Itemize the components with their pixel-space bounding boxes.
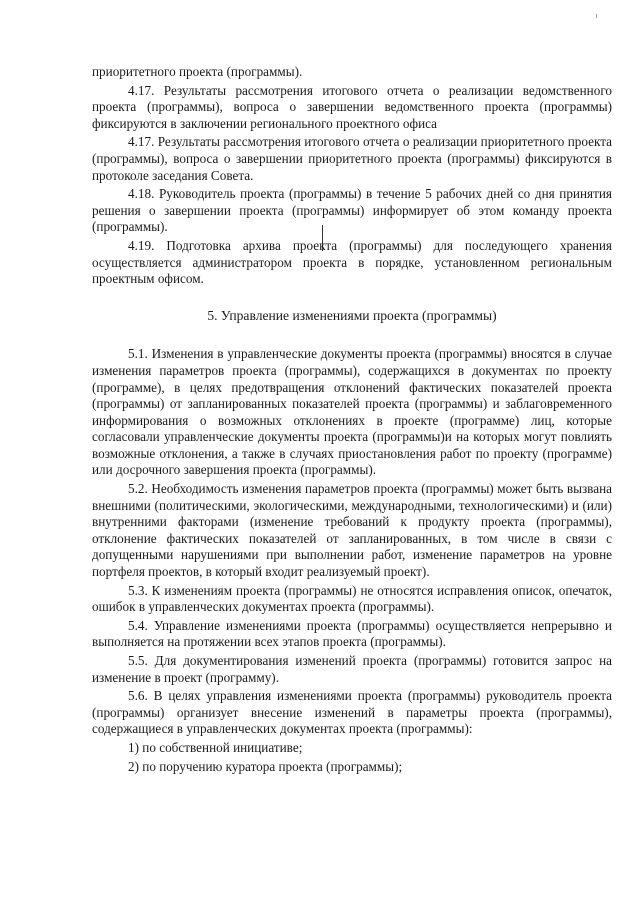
paragraph-5-5: 5.5. Для документирования изменений проекта (программы) готовится запрос на изменение в проект (программу).	[92, 653, 612, 685]
paragraph-4-17-priority: 4.17. Результаты рассмотрения итогового отчета о реализации приоритетного проекта (программы), вопроса о завершении приоритетного проекта (программы) фиксируются в протоколе заседания Совета.	[92, 134, 612, 183]
paragraph-5-3: 5.3. К изменениям проекта (программы) не относятся исправления описок, опечаток, ошибок в управленческих документах проекта (программы).	[92, 582, 612, 615]
section-heading: 5. Управление изменениями проекта (программы)	[207, 307, 497, 323]
paragraph-5-4: 5.4. Управление изменениями проекта (программы) осуществляется непрерывно и выполняется на протяжении всех этапов проекта (программы).	[92, 617, 612, 650]
document-body	[92, 64, 612, 777]
paragraph-4-18: 4.18. Руководитель проекта (программы) в течение 5 рабочих дней со дня принятия решения о завершении проекта (программы) информирует об этом команду проекта (программы).	[92, 186, 612, 235]
paragraph-5-1: 5.1. Изменения в управленческие документы проекта (программы) вносятся в случае изменения параметров проекта (программы), содержащихся в документах по проекту (программе), в целях предотвращения отклонений фактических показателей проекта (программы) от запланированных показателей проекта (программы) и заблаговременного информирования о возможных отклонениях в проекте (программе) лиц, которые согласовали управленческие документы проекта (программы)и на которых могут повлиять возможные отклонения, а также в случаях приостановления работ по проекту (программе) или досрочного завершения проекта (программы).	[92, 346, 612, 478]
paragraph-4-19: 4.19. Подготовка архива проекта (программы) для последующего хранения осуществляется администратором проекта в порядке, установленном региональным проектным офисом.	[92, 237, 612, 287]
paragraph-continuation: приоритетного проекта (программы).	[92, 64, 303, 79]
paragraph-5-6: 5.6. В целях управления изменениями проекта (программы) руководитель проекта (программы) организует внесение изменений в параметры проекта (программы), содержащиеся в управленческих документах проекта (программы):	[92, 688, 612, 737]
paragraph-5-2: 5.2. Необходимость изменения параметров проекта (программы) может быть вызвана внешними (политическими, экологическими, международными, технологическими) и (или) внутренними факторами (изменение требований к продукту проекта (программы), отклонение фактических показателей от запланированных, в том числе в связи с допущенными нарушениями при выполнении работ, изменение параметров на уровне портфеля проектов, в который входит реализуемый проект).	[92, 481, 612, 580]
list-item-1: 1) по собственной инициативе;	[128, 739, 303, 755]
page-corner-mark	[596, 14, 597, 18]
paragraph-4-17-departmental: 4.17. Результаты рассмотрения итогового отчета о реализации ведомственного проекта (программы), вопроса о завершении ведомственного проекта (программы) фиксируются в заключении регионального проектного офиса	[92, 82, 612, 131]
list-item-2: 2) по поручению куратора проекта (программы);	[128, 758, 403, 774]
